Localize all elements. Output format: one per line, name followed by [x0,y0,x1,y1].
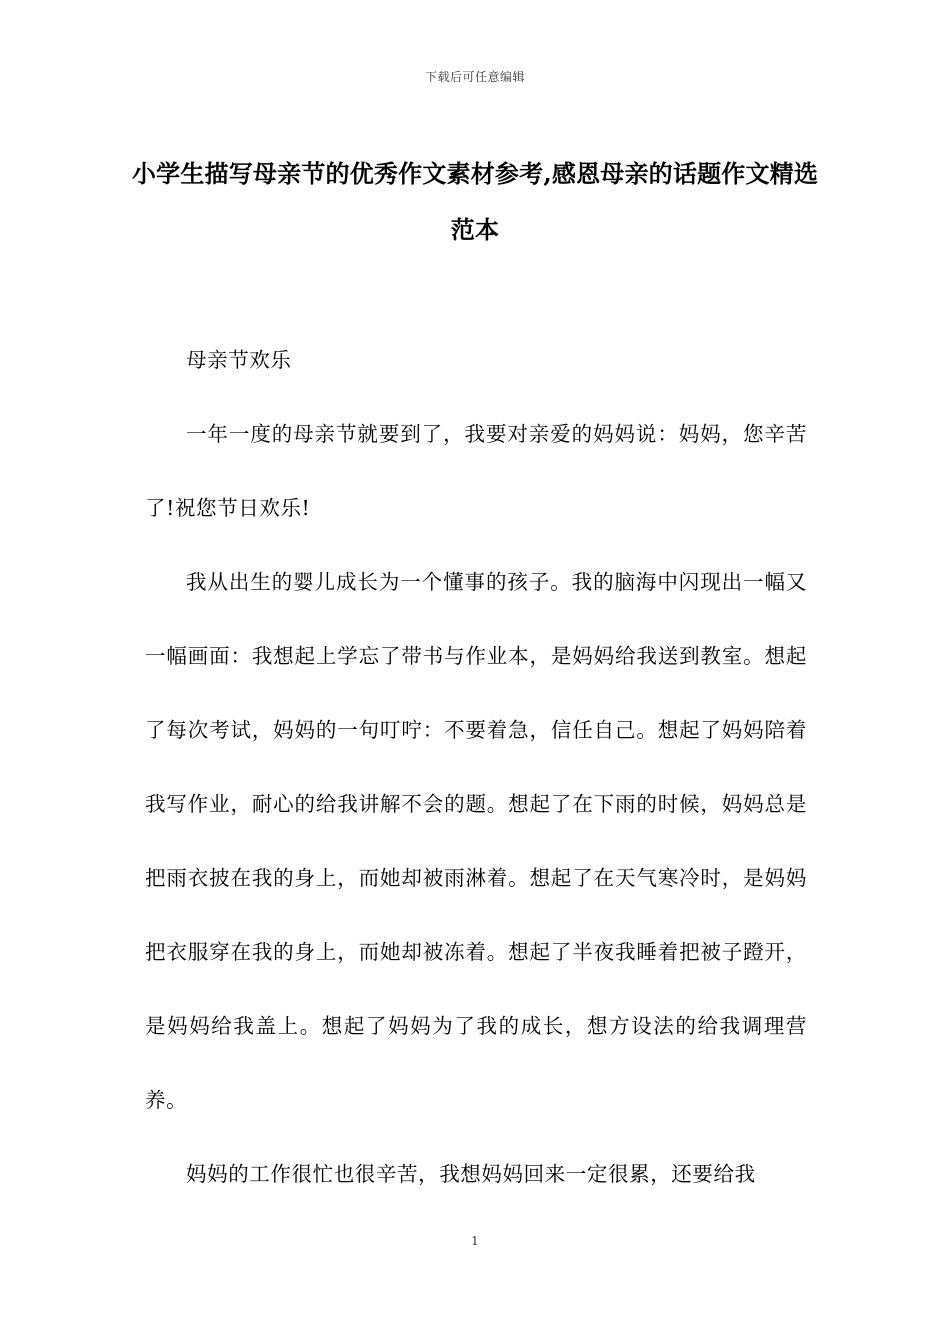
paragraph: 妈妈的工作很忙也很辛苦，我想妈妈回来一定很累，还要给我 [186,1162,756,1186]
paragraph-heading: 母亲节欢乐 [186,348,292,372]
document-title: 小学生描写母亲节的优秀作文素材参考,感恩母亲的话题作文精选范本 [131,159,819,244]
document-body [145,323,807,1211]
paragraph: 我从出生的婴儿成长为一个懂事的孩子。我的脑海中闪现出一幅又一幅画面：我想起上学忘了带书与作业本，是妈妈给我送到教室。想起了每次考试，妈妈的一句叮咛：不要着急，信任自己。想起了妈妈陪着我写作业，耐心的给我讲解不会的题。想起了在下雨的时候，妈妈总是把雨衣披在我的身上，而她却被雨淋着。想起了在天气寒冷时，是妈妈把衣服穿在我的身上，而她却被冻着。想起了半夜我睡着把被子蹬开，是妈妈给我盖上。想起了妈妈为了我的成长，想方设法的给我调理营养。 [145,570,807,1112]
page-number: 1 [471,1234,479,1248]
paragraph: 一年一度的母亲节就要到了，我要对亲爱的妈妈说：妈妈，您辛苦了!祝您节日欢乐! [145,422,807,520]
header-note: 下载后可任意编辑 [424,70,525,84]
